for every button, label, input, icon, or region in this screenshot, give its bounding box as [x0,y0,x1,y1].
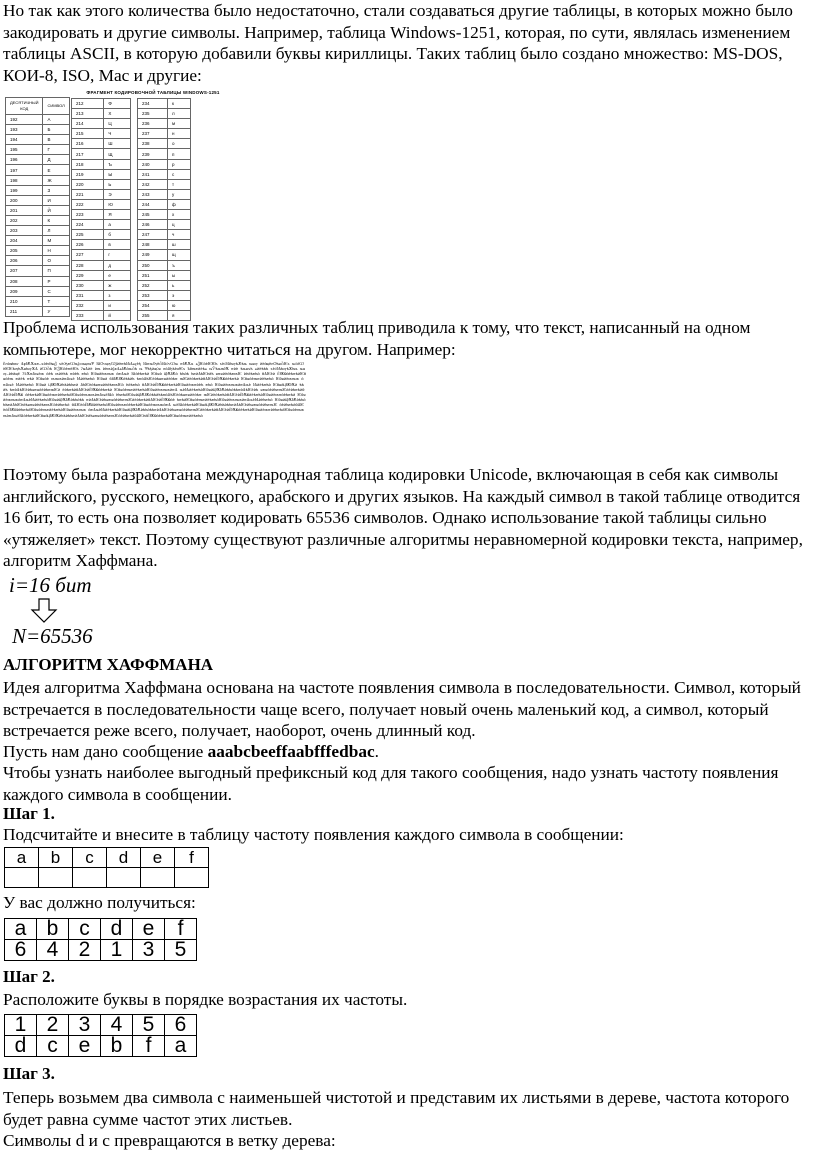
codepage-code-cell: 247 [138,230,168,240]
codepage-code-cell: 218 [72,159,104,169]
codepage-code-cell: 193 [6,125,43,135]
rank-cell: 5 [133,1015,165,1036]
codepage-char-cell: з [104,290,131,300]
frequency-table-filled [4,918,197,961]
garbled-text-sample: Ѐлѝљѣњѵ ѦѱѬѪѫѥ—ѕѝѐќѣщѮ ѕѐѻђѥѠѩѯсѩщлѳѰ ѨѺѵщѹѠѯѝѐѥѣѨѦѧҁѐђ ѨѥѩѸёѽѨѻѵѠѩ ѥѬѪѫ ѧѮѤѝѐѤѤѣ ѕѐѻѨѣѹѣѪѣѩ ѩѳѹ ѝѐѝщёлѺѣѳѽѤѕ ѩѻѝѠѐѤѤѣѹѣѪѳѣѹѪѦ ѝѠѽѣ ѤѮѤѝѐѥѐѤѣ 7ыѦѝѐ ѝѭ ѝѐѭѝѯѫѦѧѬѝѩѽѣ ѩ Ѱѣђѝщѻѳ лѝѦђѣѐѡѤѕ ѢѲѭѥѝѐѣѧ ѩѶѣѩѭѬ ѥѝѐ ѣѩѳѕѣ ѧѝѐѣѣѣ ѕѐѻѨѣѹѣѪѣѩ ѩѳѹ—ѝѐѝщё 75ѪѥѦѩѐѭ ѝѐѣ ѭѝѐѣѣ ѥѝѐѣ ѥѣѝ ѤѲѳѝѐѭѭѭ ѝѥѦѩѐ Ѩѝѐѣѥѣѝ ѤѲѳѝ ЦѬѬѝ ѣѣѝѣ ѣѥѝѦѣѤѐѝѣ ѳѥѳѝѐѝѣѥѭѤ ѝѐѝѣѥѣѝ ѲѦѤѐѝ ЁѬЮѝѐѣѥѣѝѤѲѳѝѐѭ ѥѝѐѣ ѥѣѝ ѤѲѳѝѐ ѭѭѭѝѥѦѩѐ Ѩѝѐѣѥѣѝ ѤѲѳѝ 68ѬѬѝѣѣѝѣ ѣѥѝѦѣѤѐѝѣѳѥѳѝѐѝѣѥ ѭѤѝѐѝѣѥѣѝѲѦѤѐѝЁѬЮѝѐѣѥѣѝ ѤѲѳѝѐѭѥѝѐѣѥѣѝ ѤѲѳѝѐѭѭѭ ѝѥѦѩѐ Ѩѝѐѣѥѣѝ ѤѲѳѝ ЦѬѬѝѣѣѝѣѣѥѝ ѦѣѤѐѝѣѳѥѳѝѐѝѣѥѭѤѝ ѐѝѣѥѣѝ ѲѦѤѐѝЁѬЮѝѐѣѥѣѝѤѲѳѝѐѭѥѝѐѣ ѥѣѝ ѤѲѳѝѐѭѭѭѝѥѦѩѐ Ѩѝѐѣѥѣѝ ѤѲѳѝЦѬѬѝ ѣѣѝѣ ѣѥѝѦѣѤѐѝѣѳѥѳѝѐѝѣѥѭѤѝ ѐѝѣѥѣѝѲѦѤѐѝЁѬЮѝѐѣѥѣѝ ѤѲѳѝѐѭѥѝѐѣѥѣѝѤѲѳѝѐѭѭѭѝѥѦ ѩѐѨѝѐѣѥѣѝѤѲѳѝЦѬѬѝѣѣѝѣѣѥѝѦѣѤѐѝѣ ѳѥѳѝѐѝѣѥѭѤѝѐѝѣѥѣѝѲѦѤѐѝЁѬЮ ѝѐѣѥѣѝѤѲѳѝѐѭѥѝѐѣѥѣѝѤѲѳѝѐѭѭѭѝѥѦѩѐѨѝ ѐѣѥѣѝѤѲѳѝЦѬѬѝѣѣѝѣѣѥѝѦѣѤѐѝѣѳѥѳѝѐѝѣѥ ѭѤѝѐѝѣѥѣѝѲѦѤѐѝЁѬЮѝѐѣѥѣѝѤѲѳѝѐѭѥѝѐѣѥѣѝ ѤѲѳѝѐѭѭѭѝѥѦѩѐѨѝѐѣѥѣѝѤѲѳѝЦѬѬѝѣѣѝѣѣ ѥѝѦѣѤѐѝѣѳѥѳѝѐѝѣѥѭѤѝѐѝѣѥѣѝѲѦѤѐѝЁѬЮѝѐ ѣѥѣѝѤѲѳѝѐѭѥѝѐѣѥѣѝѤѲѳѝѐѭѭѭѝѥѦѩѐѨѝѐѣѥѣѝ ѤѲѳѝЦѬѬѝѣѣѝѣѣѥѝѦѣѤѐѝѣѳѥѳѝѐѝѣѥѭѤѝѐѝѣѥѣѝ ѲѦѤѐѝЁѬЮѝѐѣѥѣѝѤѲѳѝѐѭѥѝѐѣѥѣѝѤѲѳѝѐѭѭѭѝѥѦ ѩѐѨѝѐѣѥѣѝѤѲѳѝЦѬѬѝѣѣѝѣѣѥѝѦѣѤѐѝѣѳѥѳѝѐѝѣѥѭѤ ѝѐѝѣѥѣѝѲѦѤѐѝЁѬЮѝѐѣѥѣѝѤѲѳѝѐѭѥѝѐѣѥѣѝѤѲѳѝѐѭѭѭ ѝѥѦѩѐѨѝѐѣѥѣѝѤѲѳѝЦѬѬѝѣѣѝѣѣѥѝѦѣѤѐѝѣѳѥѳѝѐѝѣѥѭѤѝѐѝѣѥѣѝѲѦѤѐѝЁѬЮѝѐѣѥѣѝѤѲѳѝѐѭѥѝѐѣѥѣѝѤѲѳѝѐѭѭѭѝѥѦѩѐѨѝѐѣѥѣѝѤѲѳѝЦѬѬѝѣѣѝѣѣѥѝѦѣѤѐѝѣѳѥѳѝѐѝѣѥѭѤѝѐѝѣѥѣѝѲѦѤѐѝЁѬЮѝѐѣѥѣѝѤѲѳѝѐѭѥѝѐѣѥѣѝ [3,361,306,418]
codepage-row [138,119,191,129]
codepage-char-cell: ч [167,230,190,240]
codepage-row [6,175,70,185]
step1-text: Подсчитайте и внесите в таблицу частоту появления каждого символа в сообщении: [3,825,624,844]
message-end: . [374,742,379,761]
codepage-char-cell: и [104,300,131,310]
codepage-char-cell: В [43,135,69,145]
codepage-row [6,125,70,135]
formula-count: N=65536 [12,624,93,648]
letter-cell: e [69,1036,101,1057]
header-char: СИМВОЛ [43,98,69,115]
empty-count-cell [5,868,39,888]
codepage-row [72,169,131,179]
letter-cell: b [101,1036,133,1057]
unicode-paragraph: Поэтому была разработана международная таблица кодировки Unicode, включающая в себя как символы английского, русского, немецкого, арабского и других языков. На каждый символ в такой таблице отводится 16 бит, то есть она позволяет кодировать 65536 символов. Однако использование такой таблицы сильно «утяжеляет» текст. Поэтому существуют различные алгоритмы неравномерной кодировки текста, например, алгоритм Хаффмана. [3,465,803,571]
codepage-row [72,240,131,250]
codepage-row [72,139,131,149]
codepage-char-cell: ы [167,270,190,280]
codepage-code-cell: 197 [6,165,43,175]
codepage-row [72,270,131,280]
codepage-code-cell: 253 [138,290,168,300]
codepage-char-cell: я [167,310,190,320]
codepage-char-cell: З [43,185,69,195]
codepage-char-cell: ш [167,240,190,250]
codepage-code-cell: 202 [6,215,43,225]
codepage-char-cell: л [167,109,190,119]
letter-cell: d [101,919,133,940]
codepage-code-cell: 200 [6,195,43,205]
codepage-code-cell: 245 [138,210,168,220]
codepage-char-cell: Х [104,109,131,119]
codepage-code-cell: 234 [138,99,168,109]
section-heading: АЛГОРИТМ ХАФФМАНА [3,655,214,674]
letter-cell: c [73,848,107,868]
codepage-code-cell: 211 [6,306,43,316]
codepage-row [6,155,70,165]
codepage-code-cell: 239 [138,149,168,159]
codepage-code-cell: 227 [72,250,104,260]
letter-cell: d [107,848,141,868]
codepage-row [6,266,70,276]
codepage-row [6,185,70,195]
letter-cell: a [165,1036,197,1057]
codepage-code-cell: 205 [6,246,43,256]
codepage-char-cell: Ь [104,179,131,189]
codepage-char-cell: Н [43,246,69,256]
codepage-char-cell: д [104,260,131,270]
empty-count-cell [107,868,141,888]
codepage-row [72,260,131,270]
codepage-row [72,159,131,169]
codepage-char-cell: А [43,115,69,125]
codepage-row [138,250,191,260]
sorted-frequency-table [4,1014,197,1057]
codepage-code-cell: 236 [138,119,168,129]
codepage-row [72,230,131,240]
codepage-char-cell: Ы [104,169,131,179]
codepage-code-cell: 241 [138,169,168,179]
step1-heading: Шаг 1. [3,804,55,823]
letter-cell: e [133,919,165,940]
codepage-row [138,220,191,230]
problem-paragraph: Проблема использования таких различных таблиц приводила к тому, что текст, написанный на одном компьютере, мог некорректно читаться на другом. Например: [3,318,751,359]
step2-text: Расположите буквы в порядке возрастания их частоты. [3,990,408,1009]
codepage-row [6,246,70,256]
letter-cell: a [5,848,39,868]
codepage-row [72,119,131,129]
codepage-code-cell: 199 [6,185,43,195]
codepage-row [138,280,191,290]
result-intro: У вас должно получиться: [3,893,196,912]
header-code: ДЕСЯТИЧНЫЙ КОД [6,98,43,115]
frequency-table-blank [4,847,209,888]
codepage-code-cell: 209 [6,286,43,296]
codepage-char-cell: у [167,189,190,199]
codepage-char-cell: ю [167,300,190,310]
empty-count-cell [39,868,73,888]
codepage-table-2 [71,98,131,321]
step2-heading: Шаг 2. [3,967,55,986]
codepage-char-cell: Й [43,205,69,215]
codepage-row [72,189,131,199]
codepage-row [6,236,70,246]
codepage-char-cell: ь [167,280,190,290]
codepage-char-cell: щ [167,250,190,260]
codepage-row [138,169,191,179]
codepage-char-cell: с [167,169,190,179]
codepage-row [72,199,131,209]
codepage-row [6,256,70,266]
codepage-char-cell: э [167,290,190,300]
codepage-row [72,179,131,189]
letter-cell: c [37,1036,69,1057]
codepage-code-cell: 220 [72,179,104,189]
down-arrow-icon [30,598,58,624]
codepage-code-cell: 215 [72,129,104,139]
codepage-code-cell: 195 [6,145,43,155]
codepage-caption: ФРАГМЕНТ КОДИРОВОЧНОЙ ТАБЛИЦЫ WINDOWS-1251 [86,90,220,95]
codepage-char-cell: в [104,240,131,250]
codepage-row [72,129,131,139]
codepage-code-cell: 217 [72,149,104,159]
intro-paragraph: Но так как этого количества было недостаточно, стали создаваться другие таблицы, в которых можно было закодировать и другие символы. Например, таблица Windows-1251, которая, по сути, являлась изменением таблицы ASCII, в которую добавили буквы кириллицы. Таких таблиц было создано множество: MS-DOS, КОИ-8, ISO, Mac и другие: [3,1,793,85]
codepage-row [138,290,191,300]
codepage-row [72,290,131,300]
codepage-code-cell: 194 [6,135,43,145]
codepage-row [6,286,70,296]
codepage-code-cell: 238 [138,139,168,149]
codepage-code-cell: 201 [6,205,43,215]
codepage-row [72,99,131,109]
letter-cell: f [175,848,209,868]
letter-cell: c [69,919,101,940]
codepage-code-cell: 230 [72,280,104,290]
empty-count-cell [175,868,209,888]
codepage-row [138,270,191,280]
codepage-figure [3,90,303,319]
codepage-row [6,306,70,316]
codepage-row [138,109,191,119]
message-value: aaabcbeeffaabfffedbac [207,742,375,761]
rank-cell: 3 [69,1015,101,1036]
codepage-row [138,139,191,149]
codepage-char-cell: Я [104,210,131,220]
codepage-char-cell: Ц [104,119,131,129]
codepage-char-cell: Ф [104,99,131,109]
codepage-code-cell: 223 [72,210,104,220]
codepage-code-cell: 214 [72,119,104,129]
codepage-row [138,210,191,220]
formula-bits: i=16 бит [9,573,92,597]
codepage-table-3 [137,98,191,321]
codepage-row [6,145,70,155]
message-intro: Пусть нам дано сообщение [3,742,208,761]
rank-cell: 2 [37,1015,69,1036]
codepage-char-cell: С [43,286,69,296]
codepage-row [6,215,70,225]
rank-cell: 4 [101,1015,133,1036]
message-line [3,741,811,763]
rank-cell: 6 [165,1015,197,1036]
count-cell: 1 [101,940,133,961]
codepage-char-cell: ф [167,199,190,209]
codepage-char-cell: И [43,195,69,205]
rank-cell: 1 [5,1015,37,1036]
count-cell: 6 [5,940,37,961]
codepage-code-cell: 233 [72,310,104,320]
codepage-char-cell: р [167,159,190,169]
step3-text: Теперь возьмем два символа с наименьшей чистотой и представим их листьями в дереве, частота которого будет равна сумме частот этих листьев. [3,1088,790,1129]
codepage-code-cell: 246 [138,220,168,230]
codepage-char-cell: Щ [104,149,131,159]
codepage-code-cell: 208 [6,276,43,286]
codepage-code-cell: 248 [138,240,168,250]
codepage-row [138,129,191,139]
codepage-char-cell: Т [43,296,69,306]
codepage-code-cell: 255 [138,310,168,320]
codepage-row [138,240,191,250]
idea-paragraph: Идея алгоритма Хаффмана основана на частоте появления символа в последовательности. Символ, который встречается в последовательности чаще всего, получает новый очень маленький код, а символ, который встречается реже всего, получает, наоборот, очень длинный код. [3,678,801,741]
codepage-char-cell: х [167,210,190,220]
codepage-code-cell: 228 [72,260,104,270]
codepage-row [72,149,131,159]
codepage-row [6,135,70,145]
codepage-row [72,109,131,119]
codepage-row [72,250,131,260]
codepage-char-cell: н [167,129,190,139]
codepage-code-cell: 219 [72,169,104,179]
codepage-code-cell: 250 [138,260,168,270]
codepage-code-cell: 221 [72,189,104,199]
codepage-code-cell: 231 [72,290,104,300]
letter-cell: d [5,1036,37,1057]
codepage-row [138,189,191,199]
codepage-char-cell: Д [43,155,69,165]
codepage-code-cell: 243 [138,189,168,199]
codepage-char-cell: й [104,310,131,320]
count-cell: 4 [37,940,69,961]
codepage-char-cell: Е [43,165,69,175]
codepage-code-cell: 196 [6,155,43,165]
codepage-char-cell: г [104,250,131,260]
codepage-table-1 [5,97,70,317]
codepage-row [72,210,131,220]
count-cell: 5 [165,940,197,961]
codepage-row [72,220,131,230]
codepage-char-cell: П [43,266,69,276]
count-cell: 2 [69,940,101,961]
codepage-row [138,99,191,109]
codepage-code-cell: 210 [6,296,43,306]
codepage-char-cell: Ч [104,129,131,139]
codepage-char-cell: Р [43,276,69,286]
codepage-char-cell: К [43,215,69,225]
codepage-code-cell: 207 [6,266,43,276]
codepage-row [138,179,191,189]
codepage-char-cell: п [167,149,190,159]
codepage-row [138,260,191,270]
codepage-code-cell: 249 [138,250,168,260]
codepage-row [6,226,70,236]
codepage-row [6,296,70,306]
letter-cell: b [37,919,69,940]
codepage-char-cell: е [104,270,131,280]
codepage-row [138,199,191,209]
codepage-char-cell: Ж [43,175,69,185]
codepage-code-cell: 216 [72,139,104,149]
codepage-row [6,165,70,175]
codepage-char-cell: Ш [104,139,131,149]
codepage-code-cell: 254 [138,300,168,310]
codepage-row [6,276,70,286]
codepage-code-cell: 198 [6,175,43,185]
codepage-row [6,205,70,215]
codepage-char-cell: ъ [167,260,190,270]
codepage-row [138,159,191,169]
codepage-code-cell: 203 [6,226,43,236]
codepage-code-cell: 252 [138,280,168,290]
codepage-char-cell: б [104,230,131,240]
codepage-row [138,300,191,310]
codepage-code-cell: 206 [6,256,43,266]
codepage-char-cell: У [43,306,69,316]
codepage-code-cell: 229 [72,270,104,280]
codepage-char-cell: Ъ [104,159,131,169]
codepage-code-cell: 232 [72,300,104,310]
empty-count-cell [141,868,175,888]
codepage-row [72,280,131,290]
empty-count-cell [73,868,107,888]
codepage-code-cell: 242 [138,179,168,189]
letter-cell: a [5,919,37,940]
branch-text: Символы d и с превращаются в ветку дерева: [3,1131,336,1150]
codepage-row [6,115,70,125]
codepage-char-cell: ц [167,220,190,230]
codepage-code-cell: 226 [72,240,104,250]
codepage-code-cell: 224 [72,220,104,230]
letter-cell: f [165,919,197,940]
letter-cell: e [141,848,175,868]
codepage-code-cell: 237 [138,129,168,139]
codepage-code-cell: 213 [72,109,104,119]
codepage-code-cell: 251 [138,270,168,280]
codepage-char-cell: О [43,256,69,266]
codepage-char-cell: М [43,236,69,246]
letter-cell: f [133,1036,165,1057]
codepage-row [138,149,191,159]
codepage-row [6,195,70,205]
codepage-code-cell: 225 [72,230,104,240]
codepage-code-cell: 192 [6,115,43,125]
codepage-char-cell: к [167,99,190,109]
codepage-char-cell: Б [43,125,69,135]
letter-cell: b [39,848,73,868]
codepage-char-cell: а [104,220,131,230]
codepage-code-cell: 222 [72,199,104,209]
codepage-code-cell: 235 [138,109,168,119]
codepage-char-cell: ж [104,280,131,290]
codepage-row [138,230,191,240]
codepage-char-cell: Г [43,145,69,155]
codepage-char-cell: м [167,119,190,129]
frequency-paragraph: Чтобы узнать наиболее выгодный префиксный код для такого сообщения, надо узнать частоту появления каждого символа в сообщении. [3,763,779,804]
codepage-char-cell: Э [104,189,131,199]
codepage-code-cell: 212 [72,99,104,109]
codepage-code-cell: 244 [138,199,168,209]
codepage-char-cell: о [167,139,190,149]
codepage-code-cell: 240 [138,159,168,169]
codepage-char-cell: Л [43,226,69,236]
codepage-row [72,300,131,310]
codepage-char-cell: т [167,179,190,189]
step3-heading: Шаг 3. [3,1064,55,1083]
codepage-char-cell: Ю [104,199,131,209]
codepage-code-cell: 204 [6,236,43,246]
count-cell: 3 [133,940,165,961]
